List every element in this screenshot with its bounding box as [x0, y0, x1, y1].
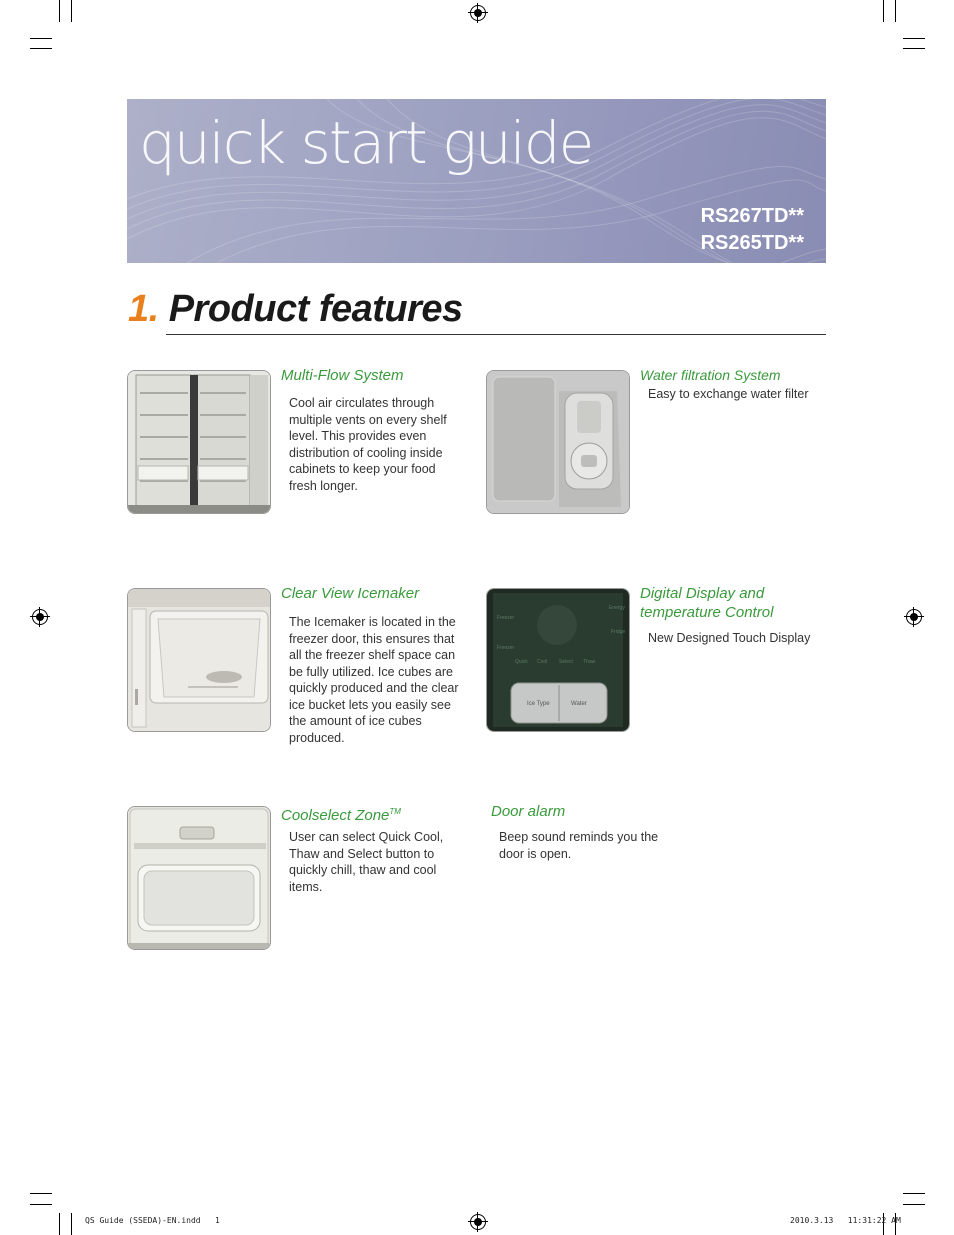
feature-title: Water filtration System [640, 367, 781, 383]
crop-mark [59, 1213, 60, 1235]
multi-flow-photo [127, 370, 271, 514]
feature-description: Beep sound reminds you the door is open. [499, 830, 659, 861]
svg-text:Thaw: Thaw [583, 659, 596, 665]
footer-filename: QS Guide (SSEDA)-EN.indd 1 [85, 1216, 220, 1225]
header-banner [127, 99, 826, 263]
crop-mark [883, 0, 884, 22]
feature-description: Cool air circulates through multiple vents on every shelf level. This provides even distribution of cooling inside cabinets to keep your food fresh longer. [289, 396, 447, 493]
svg-text:Quick: Quick [515, 659, 528, 665]
crop-mark [71, 0, 72, 22]
svg-text:Freezer: Freezer [497, 645, 515, 651]
crop-mark [71, 1213, 72, 1235]
section-number: 1. [128, 288, 159, 330]
model-number: RS265TD** [700, 232, 804, 254]
svg-text:Freezer: Freezer [497, 615, 515, 621]
feature-description: The Icemaker is located in the freezer door, this ensures that all the freezer shelf space can be fully utilized. Ice cubes are quickly produced and the clear ice bucket lets you easily see the amount of ice cubes produced. [289, 615, 459, 745]
feature-title: Door alarm [491, 803, 566, 820]
feature-title: Clear View Icemaker [281, 585, 420, 602]
model-number: RS267TD** [700, 205, 804, 227]
display-label-left: Ice Type [527, 701, 550, 707]
registration-mark-icon [906, 609, 922, 625]
trademark-sup: TM [389, 807, 401, 816]
section-divider [166, 334, 826, 335]
feature-title-line: temperature Control [640, 604, 774, 621]
crop-mark [903, 1193, 925, 1194]
digital-display-photo [486, 588, 630, 732]
feature-title: Multi-Flow System [281, 367, 404, 384]
svg-text:Cool: Cool [537, 659, 548, 665]
feature-description: New Designed Touch Display [648, 631, 811, 645]
feature-title-line: Digital Display and [640, 585, 765, 602]
crop-mark [903, 38, 925, 39]
crop-mark [903, 1204, 925, 1205]
registration-mark-icon [470, 1214, 486, 1230]
svg-text:Energy: Energy [609, 605, 625, 611]
icemaker-photo [127, 588, 271, 732]
crop-mark [895, 0, 896, 22]
feature-description: User can select Quick Cool, Thaw and Select button to quickly chill, thaw and cool items. [289, 830, 444, 894]
registration-mark-icon [470, 5, 486, 21]
svg-text:Select: Select [559, 659, 573, 665]
crop-mark [30, 1193, 52, 1194]
feature-title [640, 584, 773, 622]
svg-text:Fridge: Fridge [611, 629, 626, 635]
footer-timestamp: 2010.3.13 11:31:22 AM [790, 1216, 901, 1225]
section-heading [128, 288, 463, 331]
feature-description: Easy to exchange water filter [648, 387, 809, 401]
feature-title [281, 802, 401, 825]
display-label-right: Water [571, 701, 587, 707]
crop-mark [30, 48, 52, 49]
crop-mark [30, 38, 52, 39]
crop-mark [59, 0, 60, 22]
section-title: Product features [168, 288, 463, 330]
crop-mark [903, 48, 925, 49]
coolselect-zone-photo [127, 806, 271, 950]
crop-mark [30, 1204, 52, 1205]
water-filter-photo [486, 370, 630, 514]
banner-title: quick start guide [139, 109, 593, 177]
feature-title-text: Coolselect Zone [281, 807, 390, 824]
registration-mark-icon [32, 609, 48, 625]
